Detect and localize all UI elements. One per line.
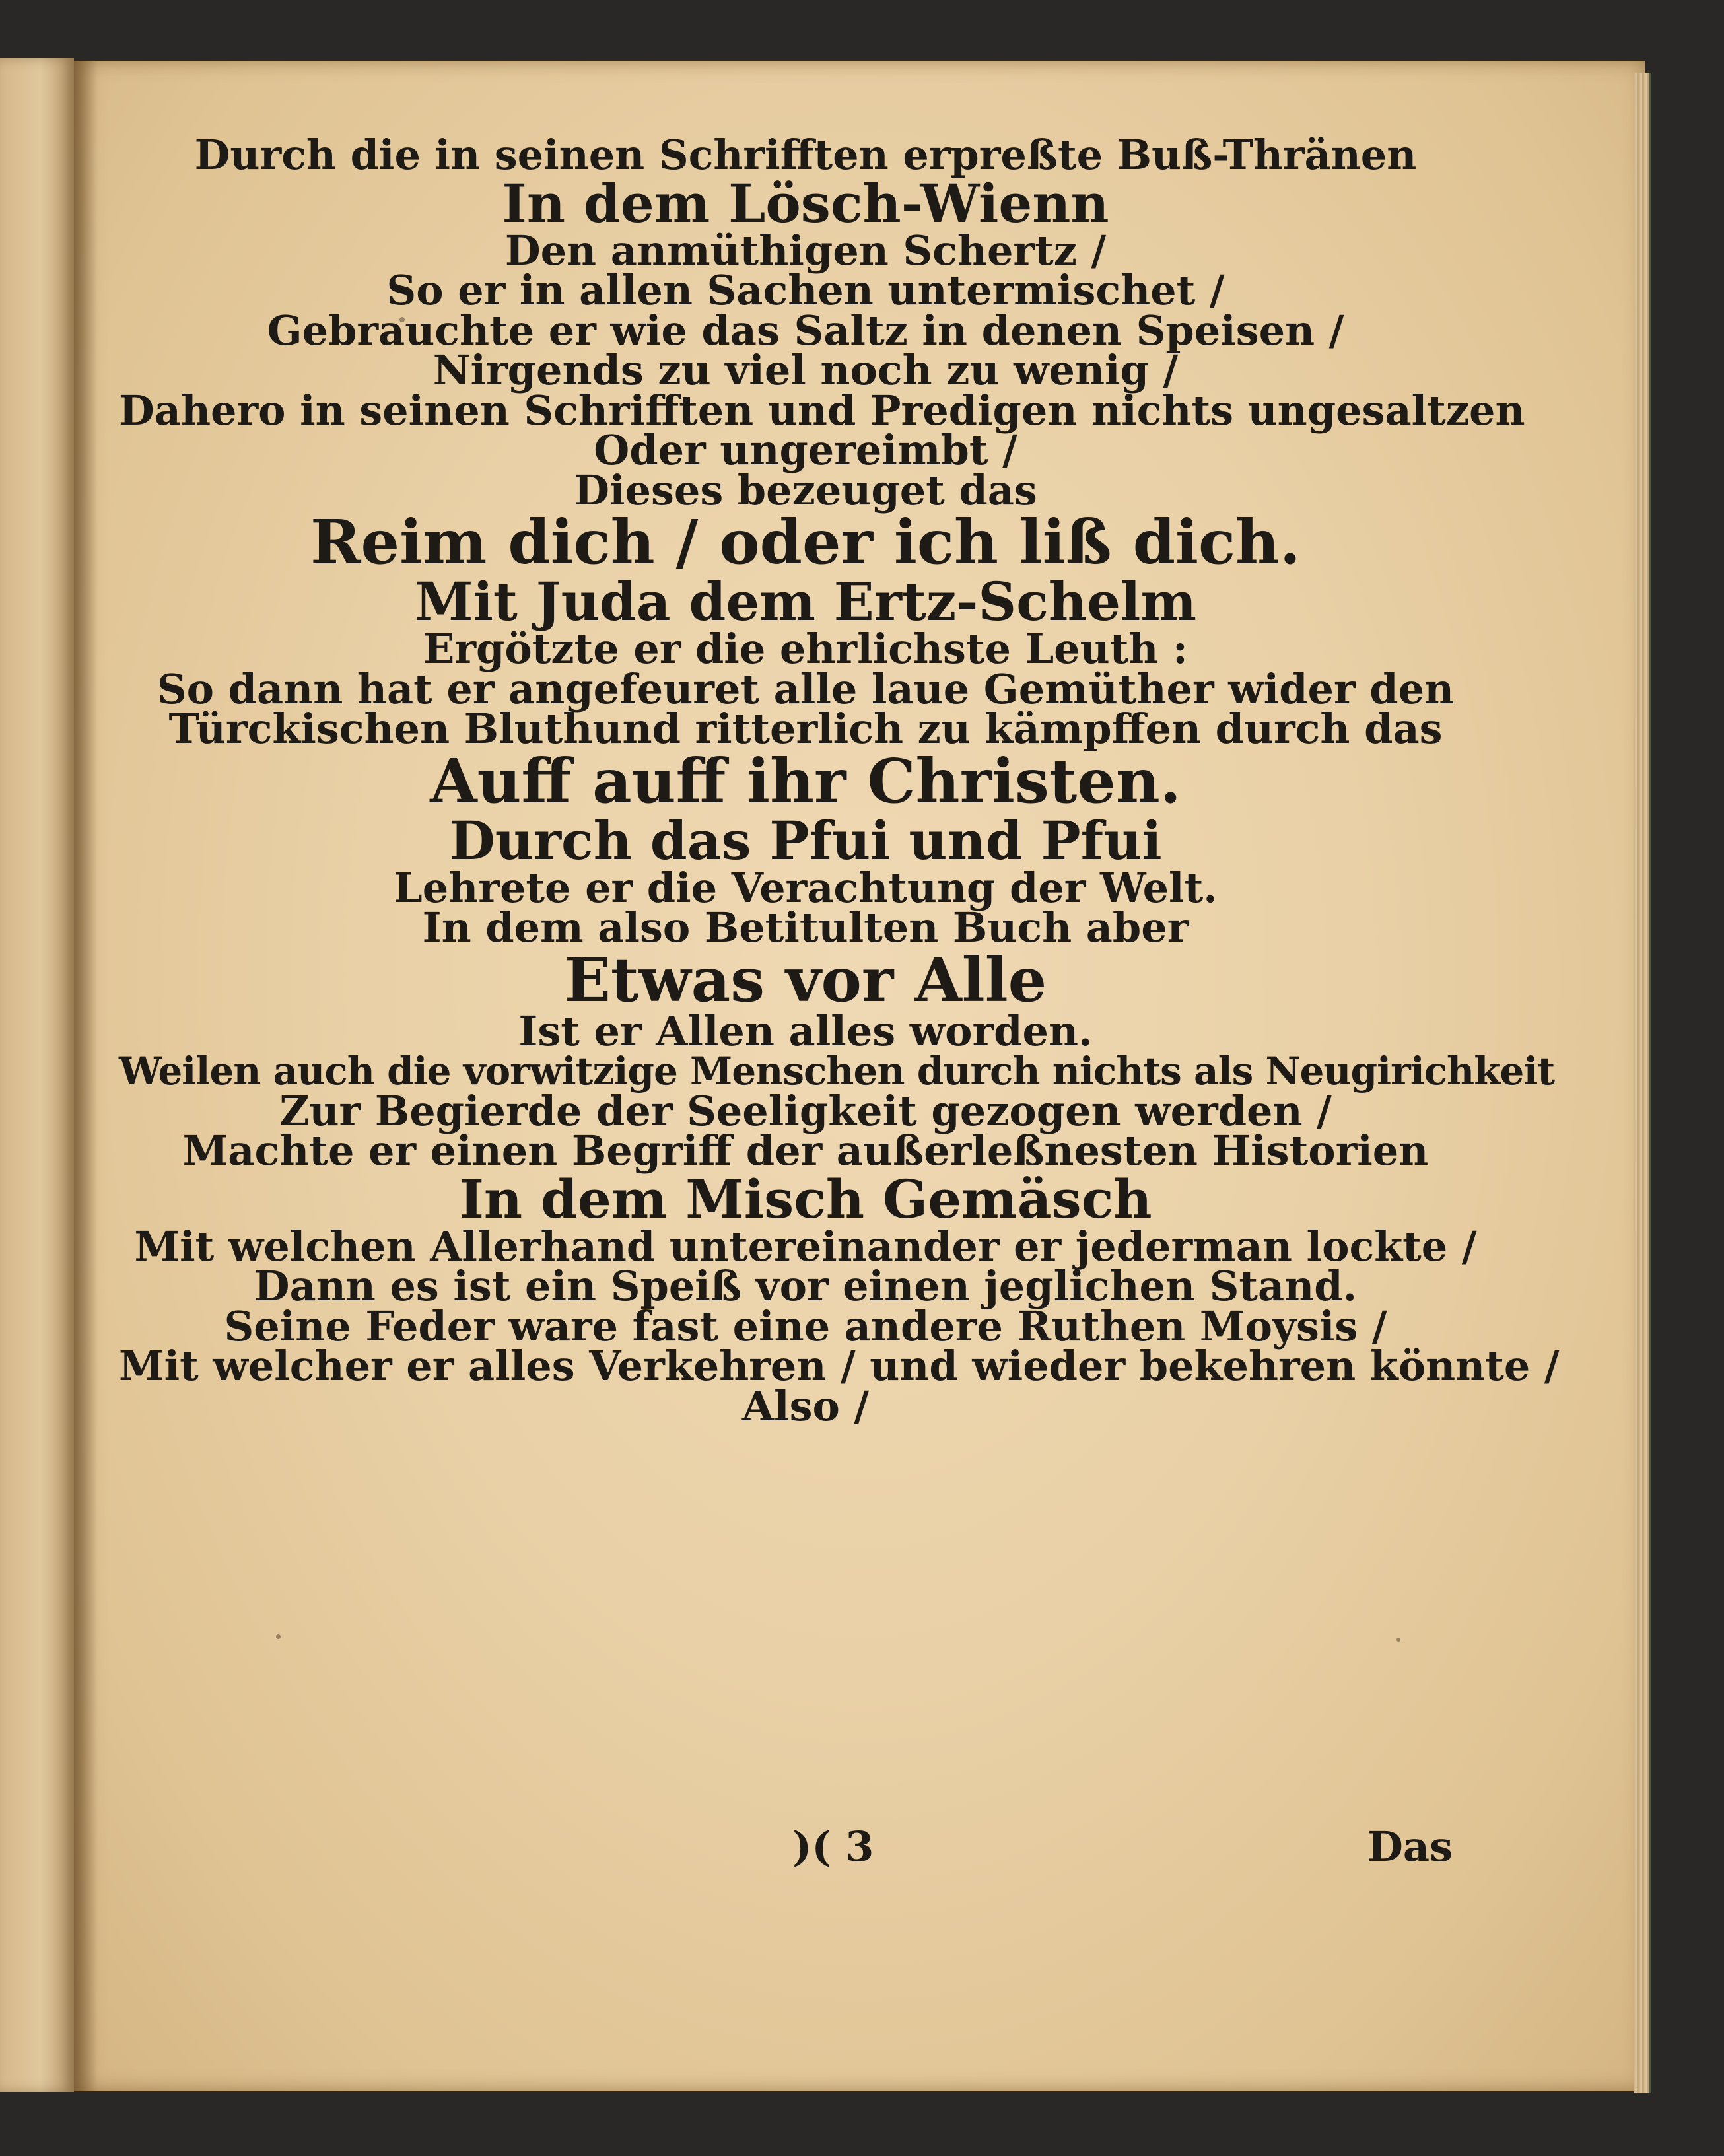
text-line: Lehrete er die Verachtung der Welt. (394, 863, 1218, 912)
title-line: Mit Juda dem Ertz-Schelm (414, 571, 1197, 633)
signature-mark: )( 3 (792, 1823, 874, 1871)
text-line: Weilen auch die vorwitzige Menschen durch nichts als Neugirichkeit (119, 1049, 1555, 1094)
title-line: Durch das Pfui und Pfui (449, 809, 1162, 872)
text-line: Also / (741, 1381, 870, 1430)
text-line: Dahero in seinen Schrifften und Predigen nichts ungesaltzen (119, 386, 1525, 435)
title-line: Auff auff ihr Christen. (430, 745, 1181, 817)
text-line: Mit welchen Allerhand untereinander er jederman lockte / (134, 1222, 1477, 1270)
page-stack-edges (1634, 73, 1651, 2093)
text-line: Seine Feder ware fast eine andere Ruthen Moysis / (224, 1302, 1387, 1350)
text-line: Ist er Allen alles worden. (518, 1006, 1093, 1055)
gutter-shadow (74, 61, 98, 2091)
title-line: Etwas vor Alle (564, 944, 1047, 1016)
text-line: Durch die in seinen Schrifften erpreßte Buß-Thränen (194, 131, 1417, 179)
facing-page-edge (0, 58, 74, 2092)
text-line: Türckischen Bluthund ritterlich zu kämpffen durch das (168, 705, 1443, 753)
title-line: Reim dich / oder ich liß dich. (310, 506, 1301, 578)
text-line: Gebrauchte er wie das Saltz in denen Speisen / (267, 306, 1344, 355)
page-text (119, 131, 1560, 1865)
text-line: Dann es ist ein Speiß vor einen jeglichen Stand. (254, 1262, 1358, 1310)
text-line: Machte er einen Begriff der außerleßnesten Historien (182, 1127, 1429, 1175)
title-line: In dem Misch Gemäsch (459, 1167, 1152, 1230)
text-line: So dann hat er angefeuret alle laue Gemüther wider den (156, 664, 1455, 713)
text-line: In dem also Betitulten Buch aber (422, 903, 1189, 952)
text-line: Mit welcher er alles Verkehren / und wieder bekehren könnte / (119, 1342, 1560, 1390)
text-line: So er in allen Sachen untermischet / (386, 266, 1225, 314)
text-line: Den anmüthigen Schertz / (504, 226, 1107, 275)
catchword: Das (1367, 1823, 1453, 1871)
text-line: Nirgends zu viel noch zu wenig / (432, 346, 1179, 394)
page-footer (119, 1823, 1492, 1882)
text-line: Ergötzte er die ehrlichste Leuth : (423, 625, 1188, 673)
text-line: Zur Begierde der Seeligkeit gezogen werden / (279, 1086, 1332, 1135)
text-line: In dem Lösch-Wienn (502, 172, 1109, 234)
text-line: Dieses bezeuget das (574, 466, 1037, 514)
text-line: Oder ungereimbt / (594, 426, 1017, 474)
